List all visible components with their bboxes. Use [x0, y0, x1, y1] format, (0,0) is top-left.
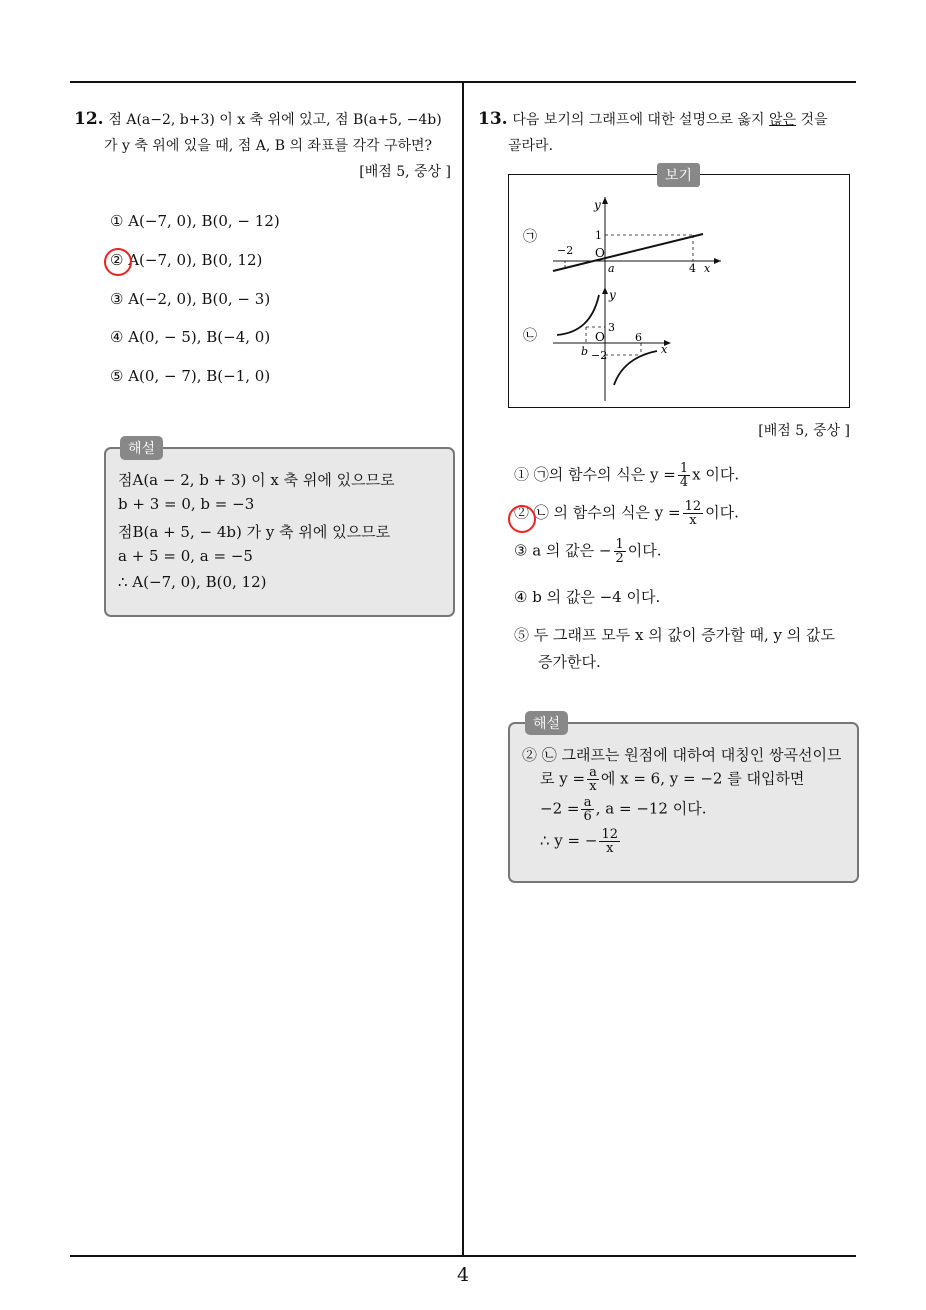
solution-line: 로 y = $\frac{a}{x}$ 에 x = 6, y = −2 를 대입하면 — [540, 765, 805, 794]
answer-option-4[interactable]: ④ b 의 값은 −4 이다. — [514, 588, 661, 606]
answer-option-4[interactable]: ④ A(0, − 5), B(−4, 0) — [110, 328, 271, 346]
answer-option-3[interactable]: ③ A(−2, 0), B(0, − 3) — [110, 290, 271, 308]
points-label: [배점 5, 중상 ] — [758, 423, 850, 439]
solution-line: 점B(a + 5, − 4b) 가 y 축 위에 있으므로 — [118, 523, 391, 541]
svg-text:6: 6 — [635, 331, 642, 344]
svg-text:O: O — [595, 246, 605, 260]
svg-text:b: b — [581, 345, 589, 358]
solution-line: ∴ A(−7, 0), B(0, 12) — [118, 573, 267, 591]
svg-text:3: 3 — [608, 321, 615, 334]
points-label: [배점 5, 중상 ] — [359, 164, 451, 180]
selected-answer-circle — [104, 248, 132, 276]
answer-option-2[interactable]: ② ㉡ 의 함수의 식은 y = $\frac{12}{x}$ 이다. — [514, 499, 739, 528]
solution-label: 해설 — [525, 711, 568, 735]
solution-line: b + 3 = 0, b = −3 — [118, 495, 255, 513]
solution-line: 점A(a − 2, b + 3) 이 x 축 위에 있으므로 — [118, 471, 395, 489]
question-12-stem — [74, 106, 459, 133]
solution-label: 해설 — [120, 436, 163, 460]
question-13-options — [514, 462, 854, 672]
graphs — [509, 175, 849, 407]
selected-answer-circle — [508, 505, 536, 533]
solution-box-13 — [508, 722, 859, 883]
graph-2-label: ㉡ — [523, 328, 537, 344]
question-text-line: 가 y 축 위에 있을 때, 점 A, B 의 좌표를 각각 구하면? — [104, 138, 433, 154]
solution-line: −2 = $\frac{a}{6}$ , a = −12 이다. — [540, 795, 707, 824]
svg-text:y: y — [609, 288, 616, 302]
answer-option-1[interactable]: ① ㉠의 함수의 식은 y = $\frac{1}{4}$ x 이다. — [514, 461, 740, 490]
question-13 — [478, 106, 863, 159]
question-12 — [74, 106, 459, 181]
question-text-line: 다음 보기의 그래프에 대한 설명으로 옳지 않은 것을 — [512, 112, 828, 128]
svg-text:a: a — [608, 262, 615, 275]
svg-text:x: x — [704, 262, 711, 275]
column-divider — [462, 81, 464, 1256]
solution-line: a + 5 = 0, a = −5 — [118, 547, 253, 565]
answer-option-5[interactable]: ⑤ 두 그래프 모두 x 의 값이 증가할 때, y 의 값도 증가한다. — [514, 626, 835, 671]
example-box — [508, 174, 850, 408]
question-13-stem — [478, 106, 863, 133]
svg-text:4: 4 — [689, 262, 696, 275]
svg-text:y: y — [594, 198, 601, 212]
svg-text:O: O — [595, 330, 605, 344]
question-number: 13. — [478, 109, 508, 129]
answer-option-3[interactable]: ③ a 의 값은 − $\frac{1}{2}$ 이다. — [514, 537, 662, 566]
question-number: 12. — [74, 109, 104, 129]
answer-option-1[interactable]: ① A(−7, 0), B(0, − 12) — [110, 212, 280, 230]
graph-1 — [523, 197, 721, 290]
question-12-options — [110, 210, 450, 400]
answer-option-5[interactable]: ⑤ A(0, − 7), B(−1, 0) — [110, 367, 271, 385]
graph-2 — [523, 287, 671, 401]
bottom-rule — [70, 1255, 856, 1257]
solution-box-12 — [104, 447, 455, 617]
svg-text:1: 1 — [595, 229, 602, 242]
question-text-line: 골라라. — [508, 138, 554, 154]
question-text-line: 점 A(a−2, b+3) 이 x 축 위에 있고, 점 B(a+5, −4b) — [108, 112, 442, 128]
svg-text:−2: −2 — [591, 349, 608, 362]
solution-line: ② ㉡ 그래프는 원점에 대하여 대칭인 쌍곡선이므 — [522, 746, 842, 764]
svg-text:−2: −2 — [557, 244, 574, 257]
answer-option-2[interactable]: ② A(−7, 0), B(0, 12) — [110, 251, 263, 269]
graph-1-label: ㉠ — [523, 229, 537, 245]
example-label: 보기 — [657, 163, 700, 187]
svg-text:x: x — [661, 343, 668, 356]
solution-line: ∴ y = − $\frac{12}{x}$ — [540, 827, 619, 856]
page-number: 4 — [456, 1264, 470, 1286]
